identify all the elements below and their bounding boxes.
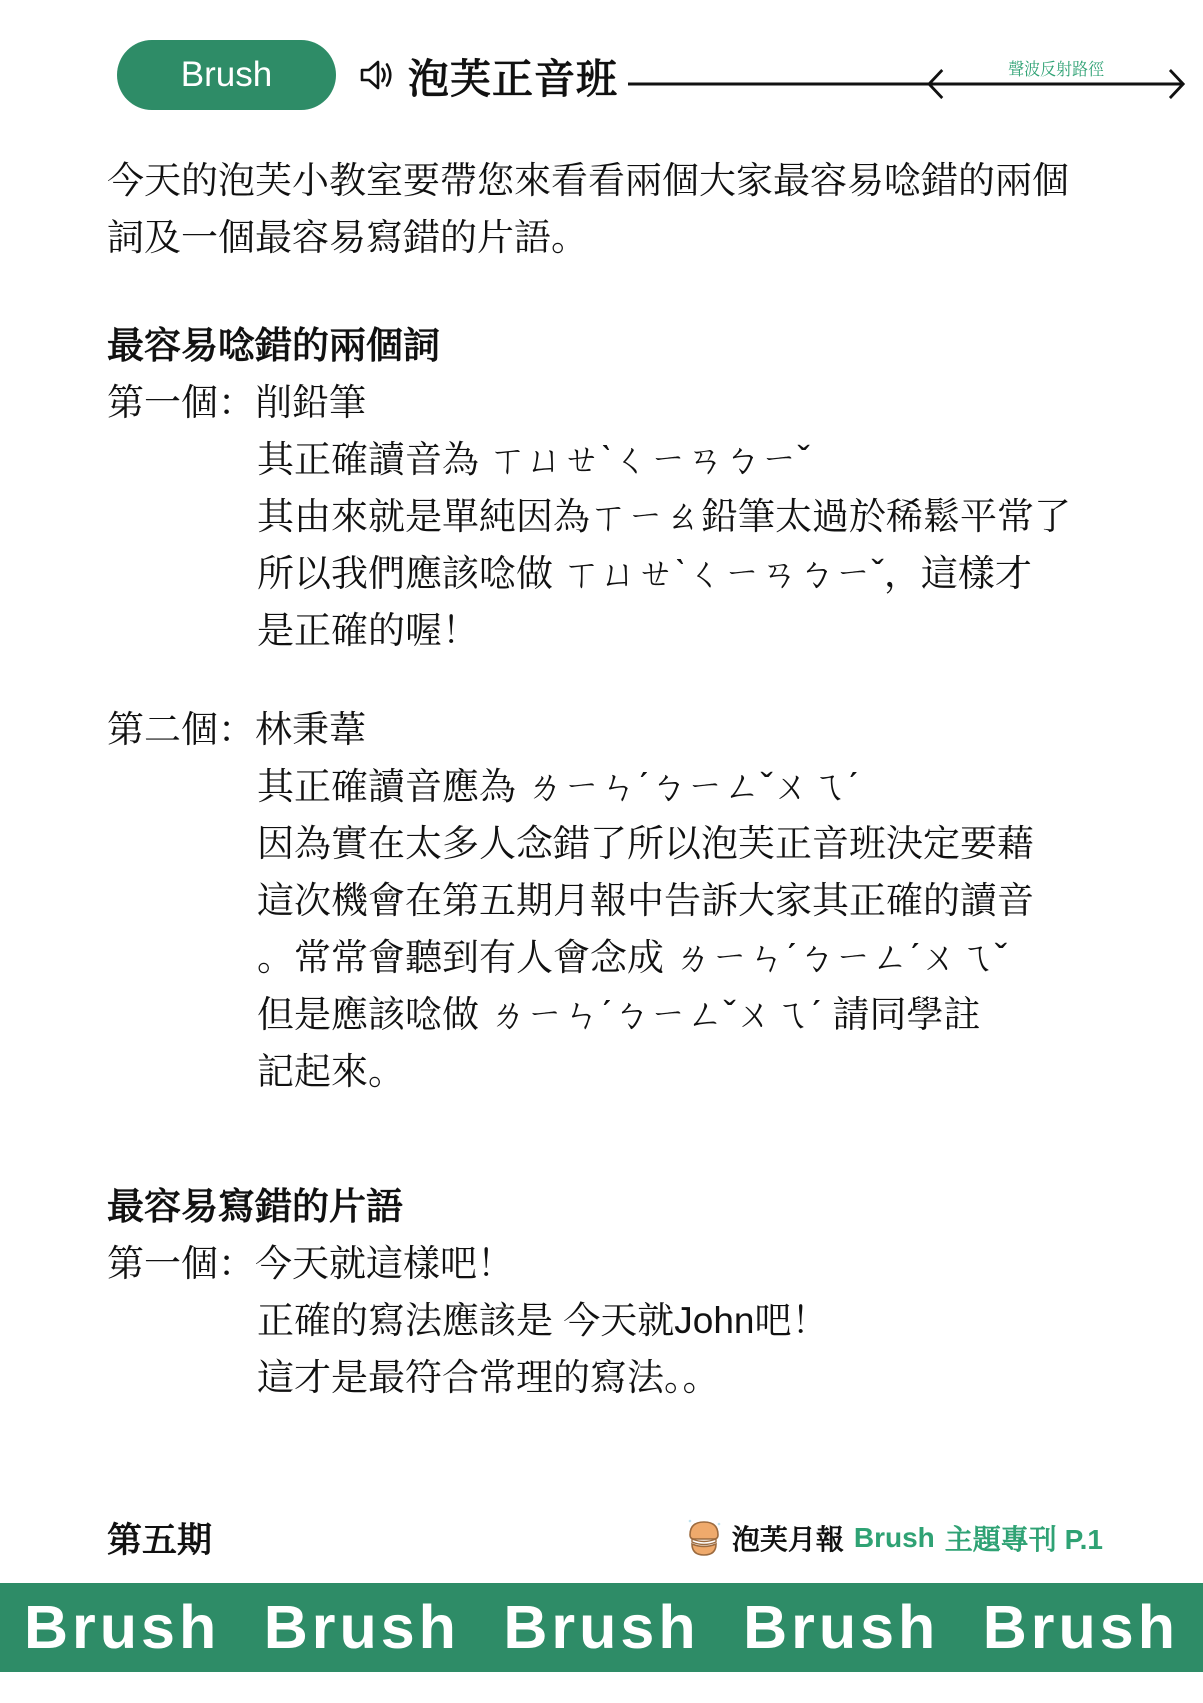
- footer-suffix: 主題專刊 P.1: [944, 1524, 1103, 1555]
- page-title: 泡芙正音班: [408, 55, 618, 102]
- detail-line: 是正確的喔！: [257, 610, 479, 651]
- banner-word: Brush: [24, 1593, 221, 1661]
- section1-item1-detail: [107, 431, 1118, 659]
- detail-line: 所以我們應該唸做 ㄒㄩㄝˋㄑㄧㄢㄅㄧˇ，這樣才: [257, 553, 1032, 594]
- banner-word: Brush: [982, 1593, 1179, 1661]
- arrow-line-graphic: [628, 51, 1185, 99]
- detail-line: 因為實在太多人念錯了所以泡芙正音班決定要藉: [257, 823, 1034, 864]
- issue-number: 第五期: [107, 1521, 213, 1560]
- detail-line: 其正確讀音應為 ㄌㄧㄣˊㄅㄧㄥˇㄨㄟˊ: [257, 766, 860, 807]
- article-body: [107, 152, 1118, 1406]
- detail-line: 記起來。: [257, 1051, 405, 1092]
- section1-item2-detail: [107, 758, 1118, 1100]
- arrow-label: 聲波反射路徑: [1008, 60, 1105, 80]
- newspaper-name: 泡芙月報: [731, 1524, 844, 1555]
- intro-line: 詞及一個最容易寫錯的片語。: [107, 217, 588, 258]
- banner-word: Brush: [743, 1593, 940, 1661]
- detail-line: 但是應該唸做 ㄌㄧㄣˊㄅㄧㄥˇㄨㄟˊ 請同學註: [257, 994, 981, 1035]
- footer-banner: [0, 1583, 1203, 1672]
- section1-item2-label: 第二個：林秉葦: [107, 709, 366, 750]
- intro-line: 今天的泡芙小教室要帶您來看看兩個大家最容易唸錯的兩個: [107, 160, 1069, 201]
- detail-line: 其正確讀音為 ㄒㄩㄝˋㄑㄧㄢㄅㄧˇ: [257, 439, 810, 480]
- detail-line: 其由來就是單純因為ㄒㄧㄠ鉛筆太過於稀鬆平常了: [257, 496, 1071, 537]
- footer-brand-line: [686, 1518, 1103, 1558]
- cream-puff-icon: [686, 1518, 722, 1558]
- sound-wave-arrow: [628, 51, 1185, 99]
- header: [117, 40, 1185, 110]
- section2-item1-detail: [107, 1292, 1118, 1406]
- detail-line: 這次機會在第五期月報中告訴大家其正確的讀音: [257, 880, 1034, 921]
- footer-row: [107, 1512, 1103, 1564]
- section1-item1-label: 第一個：削鉛筆: [107, 382, 366, 423]
- detail-line: 。常常會聽到有人會念成 ㄌㄧㄣˊㄅㄧㄥˊㄨㄟˇ: [257, 937, 1008, 978]
- banner-word: Brush: [503, 1593, 700, 1661]
- brush-brand-label: Brush: [180, 55, 273, 94]
- banner-word: Brush: [263, 1593, 460, 1661]
- detail-line: 這才是最符合常理的寫法。。: [257, 1357, 720, 1398]
- detail-line: 正確的寫法應該是 今天就John吧！: [257, 1300, 829, 1341]
- section1-heading: 最容易唸錯的兩個詞: [107, 325, 440, 366]
- brush-brand-pill: [117, 40, 336, 110]
- section2-item1-label: 第一個：今天就這樣吧！: [107, 1243, 514, 1284]
- speaker-icon: [358, 56, 396, 94]
- section2-heading: 最容易寫錯的片語: [107, 1186, 403, 1227]
- footer-brand-word: Brush: [853, 1522, 935, 1553]
